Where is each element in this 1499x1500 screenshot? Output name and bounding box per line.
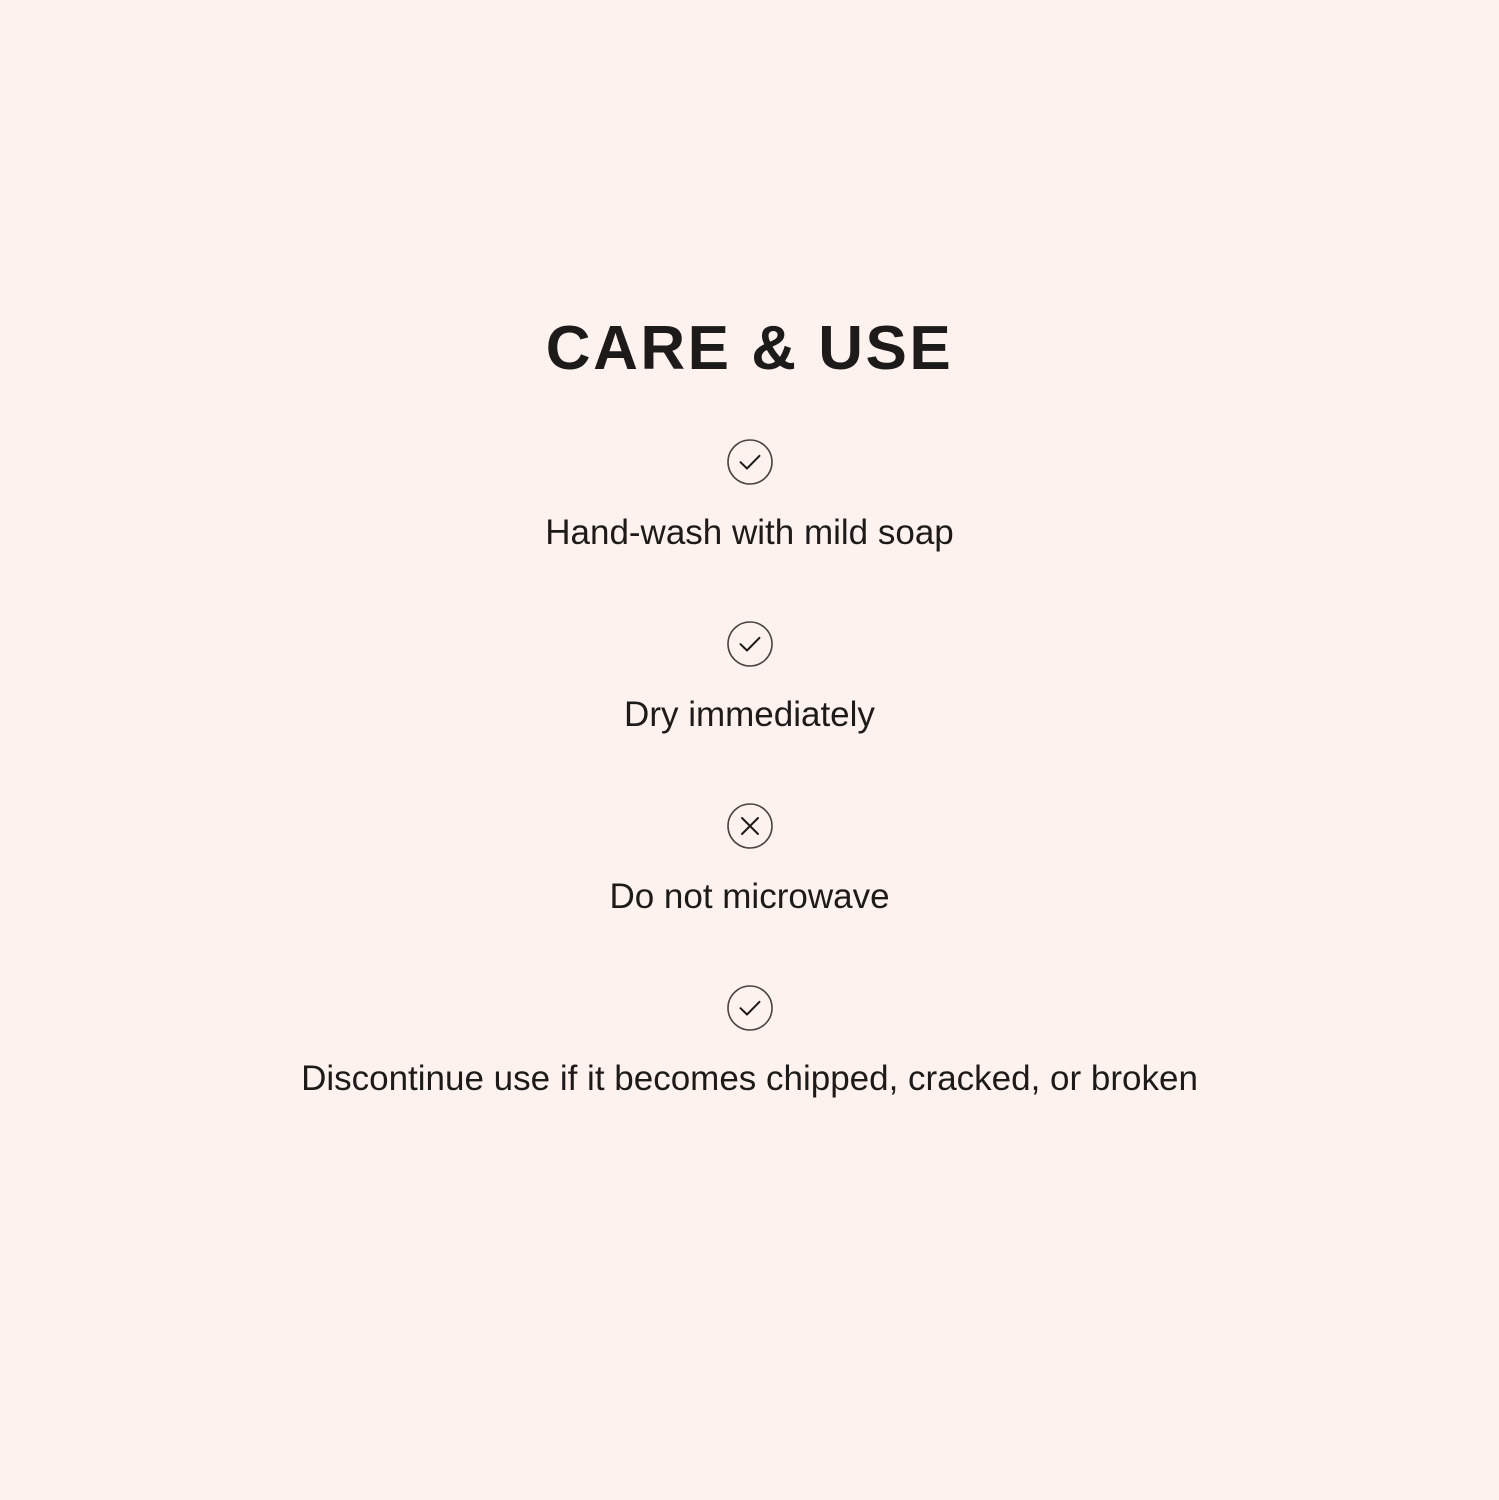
check-circle-icon	[726, 620, 774, 668]
list-item-label: Do not microwave	[609, 877, 890, 916]
list-item-label: Hand-wash with mild soap	[545, 513, 954, 552]
x-circle-icon	[726, 802, 774, 850]
check-circle-icon	[726, 984, 774, 1032]
list-item-label: Dry immediately	[624, 695, 875, 734]
list-item	[0, 438, 1499, 554]
instruction-list	[0, 438, 1499, 1100]
page-title: CARE & USE	[545, 314, 954, 383]
check-circle-icon	[726, 438, 774, 486]
list-item	[0, 620, 1499, 736]
list-item	[0, 984, 1499, 1100]
list-item	[0, 802, 1499, 918]
list-item-label: Discontinue use if it becomes chipped, cracked, or broken	[301, 1059, 1198, 1098]
